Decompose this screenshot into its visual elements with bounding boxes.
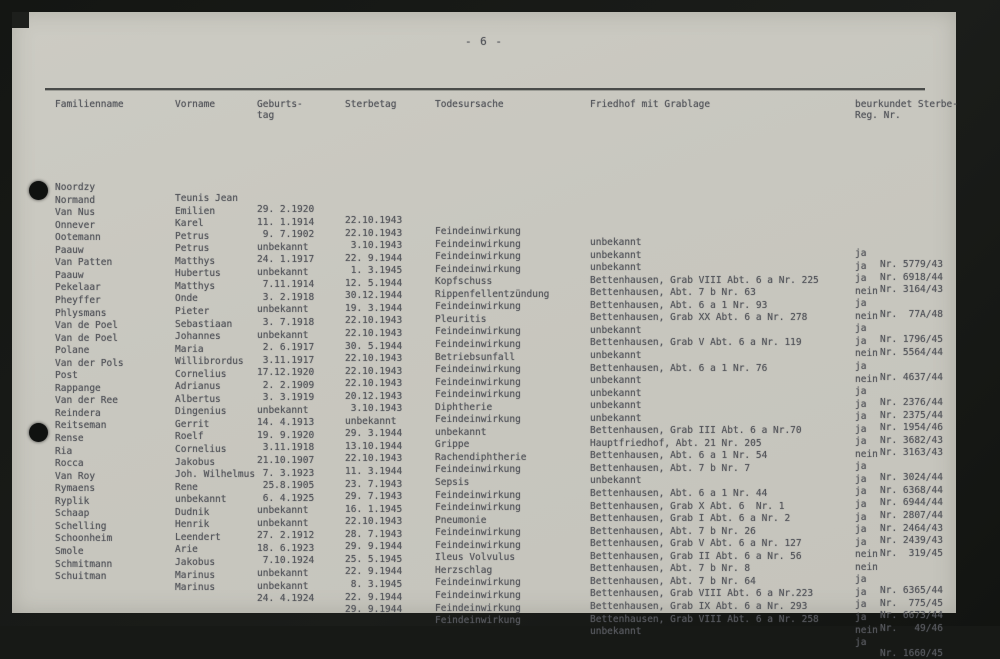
cell-sterbetag: 28. 7.1943 <box>345 528 403 540</box>
cell-friedhof-grablage: Bettenhausen, Grab VIII Abt. 6 a Nr. 225 <box>590 274 819 286</box>
cell-geburtstag: unbekannt <box>257 266 315 278</box>
cell-todesursache: Rachendiphtherie <box>435 451 527 463</box>
cell-sterbe-reg-nr: Nr. 6365/44 <box>880 585 943 597</box>
page-number: - 6 - <box>464 35 504 48</box>
cell-sterbetag: 22.10.1943 <box>345 315 403 327</box>
cell-geburtstag: 27. 2.1912 <box>257 530 315 542</box>
cell-beurkundet: ja <box>855 386 867 398</box>
cell-vorname: Sebastiaan <box>175 318 233 330</box>
cell-friedhof-grablage: Bettenhausen, Grab XX Abt. 6 a Nr. 278 <box>590 312 808 324</box>
header-beurkundet-line2: Reg. Nr. <box>855 110 901 121</box>
cell-beurkundet: ja <box>855 574 867 586</box>
cell-friedhof-grablage: unbekannt <box>590 324 642 336</box>
cell-geburtstag: 25.8.1905 <box>257 480 315 492</box>
cell-friedhof-grablage: unbekannt <box>590 249 642 261</box>
cell-sterbe-reg-nr: Nr. 4637/44 <box>880 371 943 383</box>
cell-friedhof-grablage: Bettenhausen, Abt. 7 b Nr. 26 <box>590 525 756 537</box>
cell-beurkundet: nein <box>855 285 878 297</box>
cell-friedhof-grablage: Hauptfriedhof, Abt. 21 Nr. 205 <box>590 437 762 449</box>
cell-geburtstag: 7.11.1914 <box>257 279 315 291</box>
cell-sterbe-reg-nr: Nr. 2807/44 <box>880 510 943 521</box>
cell-vorname: Emilien <box>175 205 216 217</box>
cell-vorname: Roelf <box>175 431 204 443</box>
cell-geburtstag: 19. 9.1920 <box>257 429 315 441</box>
cell-sterbe-reg-nr: Nr. 5564/44 <box>880 346 943 358</box>
cell-beurkundet: ja <box>855 499 867 510</box>
cell-todesursache: Feindeinwirkung <box>435 539 521 551</box>
cell-beurkundet: nein <box>855 561 878 573</box>
cell-vorname: Gerrit <box>175 418 210 430</box>
cell-friedhof-grablage: unbekannt <box>590 237 642 248</box>
cell-sterbetag: 30. 5.1944 <box>345 340 403 352</box>
cell-familienname: Van Roy <box>55 470 96 482</box>
cell-friedhof-grablage: unbekannt <box>590 412 642 424</box>
cell-beurkundet: ja <box>855 298 867 310</box>
cell-sterbe-reg-nr: Nr. 3024/44 <box>880 472 943 484</box>
cell-friedhof-grablage: Bettenhausen, Abt. 6 a 1 Nr. 44 <box>590 488 768 499</box>
cell-familienname: Rymaens <box>55 483 96 495</box>
cell-familienname: Reitseman <box>55 420 107 432</box>
cell-sterbetag: 11. 3.1944 <box>345 466 403 477</box>
cell-familienname: Schelling <box>55 520 107 532</box>
cell-todesursache: Feindeinwirkung <box>435 615 521 627</box>
cell-todesursache: Herzschlag <box>435 564 493 576</box>
cell-friedhof-grablage: Bettenhausen, Grab I Abt. 6 a Nr. 2 <box>590 513 791 525</box>
cell-todesursache: Feindeinwirkung <box>435 589 521 601</box>
cell-todesursache: Rippenfellentzündung <box>435 288 550 300</box>
cell-vorname: Petrus <box>175 243 210 255</box>
cell-sterbetag: 29. 7.1943 <box>345 491 403 503</box>
cell-familienname: Ryplik <box>55 495 90 507</box>
cell-friedhof-grablage: unbekannt <box>590 475 642 487</box>
cell-vorname: Marinus <box>175 569 216 581</box>
cell-friedhof-grablage: unbekannt <box>590 400 642 412</box>
cell-geburtstag: unbekannt <box>257 505 315 517</box>
cell-sterbe-reg-nr: Nr. 775/45 <box>880 597 943 609</box>
cell-beurkundet: ja <box>855 323 867 335</box>
cell-geburtstag: 2. 2.1909 <box>257 379 315 391</box>
cell-geburtstag: 24. 4.1924 <box>257 593 315 605</box>
cell-familienname: Van de Poel <box>55 320 118 332</box>
cell-geburtstag: unbekannt <box>257 404 315 416</box>
cell-sterbe-reg-nr: Nr. 1954/46 <box>880 422 943 434</box>
cell-vorname: Cornelius <box>175 444 227 455</box>
cell-vorname: Karel <box>175 218 204 230</box>
cell-vorname: Adrianus <box>175 381 221 393</box>
cell-sterbe-reg-nr: Nr. 2376/44 <box>880 397 943 409</box>
cell-todesursache: Feindeinwirkung <box>435 489 521 501</box>
cell-geburtstag: unbekannt <box>257 241 315 253</box>
cell-todesursache: Grippe <box>435 439 470 451</box>
cell-sterbetag: 8. 3.1945 <box>345 578 403 590</box>
cell-todesursache: Feindeinwirkung <box>435 238 521 250</box>
cell-beurkundet: ja <box>855 536 867 548</box>
document-page <box>12 12 958 659</box>
cell-beurkundet: ja <box>855 486 867 498</box>
cell-sterbe-reg-nr: Nr. 77A/48 <box>880 309 943 321</box>
cell-familienname: Smole <box>55 545 84 557</box>
cell-geburtstag: 18. 6.1923 <box>257 542 315 554</box>
cell-sterbe-reg-nr: Nr. 6944/44 <box>880 497 943 509</box>
cell-vorname: Teunis Jean <box>175 193 238 204</box>
cell-todesursache: Feindeinwirkung <box>435 251 521 263</box>
cell-vorname: Onde <box>175 293 198 305</box>
cell-geburtstag: unbekannt <box>257 580 315 592</box>
cell-sterbetag: 30.12.1944 <box>345 290 403 302</box>
cell-geburtstag: 6. 4.1925 <box>257 492 315 504</box>
cell-familienname: Van der Ree <box>55 395 118 407</box>
cell-geburtstag: unbekannt <box>257 567 315 579</box>
table-rows <box>12 12 956 659</box>
cell-beurkundet: nein <box>855 448 878 460</box>
cell-todesursache: Diphtherie <box>435 401 493 413</box>
cell-sterbetag: 22.10.1943 <box>345 227 403 239</box>
cell-beurkundet: nein <box>855 373 878 385</box>
cell-sterbetag: 25. 5.1945 <box>345 553 403 565</box>
cell-sterbetag: 22.10.1943 <box>345 378 403 390</box>
cell-sterbe-reg-nr: Nr. 3164/43 <box>880 284 943 296</box>
cell-beurkundet: ja <box>855 524 867 536</box>
cell-beurkundet: nein <box>855 348 878 360</box>
cell-friedhof-grablage: Bettenhausen, Abt. 7 b Nr. 7 <box>590 462 751 474</box>
header-vorname: Vorname <box>175 99 216 110</box>
cell-geburtstag: 7. 3.1923 <box>257 467 315 479</box>
cell-geburtstag: 29. 2.1920 <box>257 204 315 215</box>
cell-sterbetag: 3.10.1943 <box>345 403 403 415</box>
cell-familienname: Rense <box>55 433 84 444</box>
cell-familienname: Paauw <box>55 269 84 281</box>
cell-friedhof-grablage: Bettenhausen, Grab IX Abt. 6 a Nr. 293 <box>590 600 808 612</box>
cell-todesursache: Feindeinwirkung <box>435 577 521 589</box>
cell-familienname: Van Nus <box>55 207 96 219</box>
cell-familienname: Van de Poel <box>55 332 118 344</box>
cell-vorname: Arie <box>175 544 198 556</box>
cell-vorname: Maria <box>175 343 204 355</box>
cell-beurkundet: ja <box>855 461 867 473</box>
cell-friedhof-grablage: unbekannt <box>590 349 642 361</box>
header-todesursache: Todesursache <box>435 99 504 110</box>
cell-geburtstag: unbekannt <box>257 517 315 529</box>
cell-friedhof-grablage: Bettenhausen, Abt. 6 a 1 Nr. 93 <box>590 299 768 311</box>
cell-beurkundet: ja <box>855 586 867 598</box>
cell-sterbe-reg-nr: Nr. 49/46 <box>880 622 943 634</box>
cell-sterbetag: 22. 9.1944 <box>345 591 403 603</box>
cell-vorname: Leendert <box>175 531 221 543</box>
cell-todesursache: Feindeinwirkung <box>435 602 521 614</box>
cell-todesursache: Feindeinwirkung <box>435 263 521 275</box>
cell-geburtstag: 17.12.1920 <box>257 367 315 379</box>
cell-todesursache: Feindeinwirkung <box>435 338 521 350</box>
cell-sterbetag: 13.10.1944 <box>345 440 403 452</box>
cell-todesursache: Feindeinwirkung <box>435 389 521 401</box>
cell-todesursache: Feindeinwirkung <box>435 364 521 376</box>
cell-sterbetag: 29. 9.1944 <box>345 541 403 553</box>
cell-geburtstag: 9. 7.1902 <box>257 229 315 241</box>
cell-friedhof-grablage: Bettenhausen, Abt. 6 a 1 Nr. 76 <box>590 362 768 374</box>
cell-vorname: Petrus <box>175 230 210 242</box>
cell-familienname: Rappange <box>55 382 101 394</box>
cell-friedhof-grablage: Bettenhausen, Grab VIII Abt. 6 a Nr. 258 <box>590 613 819 625</box>
cell-sterbetag: 12. 5.1944 <box>345 277 403 289</box>
cell-vorname: Matthys <box>175 280 216 292</box>
cell-sterbetag: 20.12.1943 <box>345 390 403 402</box>
cell-vorname: Pieter <box>175 305 210 317</box>
cell-vorname: Joh. Wilhelmus <box>175 469 256 481</box>
cell-sterbe-reg-nr: Nr. 2375/44 <box>880 409 943 421</box>
cell-geburtstag: 7.10.1924 <box>257 555 315 567</box>
cell-friedhof-grablage: Bettenhausen, Abt. 7 b Nr. 64 <box>590 575 756 587</box>
cell-todesursache: Sepsis <box>435 477 470 488</box>
cell-sterbe-reg-nr: Nr. 2464/43 <box>880 522 943 534</box>
cell-sterbetag: 22.10.1943 <box>345 365 403 377</box>
cell-geburtstag: 24. 1.1917 <box>257 254 315 266</box>
header-friedhof: Friedhof mit Grablage <box>590 99 711 110</box>
cell-sterbetag: 23. 7.1943 <box>345 478 403 490</box>
cell-todesursache: Feindeinwirkung <box>435 326 521 338</box>
cell-beurkundet: nein <box>855 310 878 322</box>
cell-sterbetag: 22.10.1943 <box>345 453 403 465</box>
cell-familienname: Pheyffer <box>55 294 101 306</box>
header-beurkundet-line1: beurkundet Sterbe- <box>855 99 958 110</box>
cell-friedhof-grablage: unbekannt <box>590 262 642 274</box>
cell-familienname: Rocca <box>55 458 84 470</box>
cell-todesursache: Betriebsunfall <box>435 351 516 363</box>
cell-sterbe-reg-nr: Nr. 6368/44 <box>880 484 943 496</box>
cell-sterbetag: 3.10.1943 <box>345 240 403 252</box>
cell-geburtstag: 21.10.1907 <box>257 455 315 466</box>
cell-sterbe-reg-nr: Nr. 2439/43 <box>880 535 943 547</box>
cell-sterbetag: 22.10.1943 <box>345 516 403 528</box>
cell-beurkundet: ja <box>855 360 867 372</box>
cell-beurkundet: ja <box>855 273 867 285</box>
cell-vorname: unbekannt <box>175 494 227 506</box>
cell-vorname: Henrik <box>175 519 210 531</box>
cell-familienname: Schuitman <box>55 571 107 583</box>
cell-todesursache: Feindeinwirkung <box>435 301 521 313</box>
cell-beurkundet: ja <box>855 411 867 423</box>
cell-friedhof-grablage: Bettenhausen, Grab X Abt. 6 Nr. 1 <box>590 500 785 512</box>
cell-friedhof-grablage: Bettenhausen, Abt. 7 b Nr. 63 <box>590 287 756 299</box>
cell-familienname: Polane <box>55 345 90 357</box>
cell-todesursache: unbekannt <box>435 426 487 438</box>
cell-friedhof-grablage: Bettenhausen, Grab VIII Abt. 6 a Nr.223 <box>590 588 814 600</box>
cell-todesursache: Feindeinwirkung <box>435 527 521 539</box>
cell-vorname: Dingenius <box>175 406 227 418</box>
cell-vorname: Dudnik <box>175 506 210 518</box>
cell-friedhof-grablage: Bettenhausen, Grab II Abt. 6 a Nr. 56 <box>590 550 802 562</box>
cell-sterbetag: 29. 3.1944 <box>345 428 403 440</box>
cell-sterbe-reg-nr: Nr. 1660/45 <box>880 648 943 659</box>
cell-sterbe-reg-nr: Nr. 3682/43 <box>880 434 943 446</box>
header-sterbetag: Sterbetag <box>345 99 397 110</box>
cell-todesursache: Pleuritis <box>435 313 487 325</box>
cell-geburtstag: 2. 6.1917 <box>257 342 315 354</box>
cell-sterbe-reg-nr: Nr. 319/45 <box>880 547 943 559</box>
cell-todesursache: Feindeinwirkung <box>435 226 521 237</box>
cell-sterbetag: 22.10.1943 <box>345 327 403 339</box>
cell-friedhof-grablage: Bettenhausen, Grab V Abt. 6 a Nr. 119 <box>590 337 802 349</box>
cell-friedhof-grablage: unbekannt <box>590 626 642 638</box>
cell-vorname: Rene <box>175 481 198 493</box>
cell-sterbe-reg-nr: Nr. 6673/44 <box>880 610 943 622</box>
cell-vorname: Marinus <box>175 582 216 594</box>
cell-sterbetag: 22.10.1943 <box>345 353 403 365</box>
cell-beurkundet: ja <box>855 248 867 259</box>
cell-todesursache: Feindeinwirkung <box>435 414 521 426</box>
cell-todesursache: Feindeinwirkung <box>435 376 521 388</box>
cell-todesursache: Feindeinwirkung <box>435 464 521 476</box>
cell-sterbetag: 22. 9.1944 <box>345 252 403 264</box>
cell-beurkundet: nein <box>855 624 878 636</box>
cell-sterbe-reg-nr: Nr. 3163/43 <box>880 447 943 459</box>
header-geburtstag-line2: tag <box>257 110 275 121</box>
cell-beurkundet: ja <box>855 637 867 649</box>
cell-beurkundet: ja <box>855 423 867 435</box>
cell-sterbe-reg-nr: Nr. 5779/43 <box>880 259 943 270</box>
cell-familienname: Ootemann <box>55 232 101 244</box>
cell-vorname: Matthys <box>175 255 216 267</box>
cell-geburtstag: 3. 7.1918 <box>257 316 315 328</box>
cell-vorname: Johannes <box>175 331 221 343</box>
cell-sterbetag: 22. 9.1944 <box>345 566 403 578</box>
cell-friedhof-grablage: unbekannt <box>590 375 642 387</box>
header-geburtstag-line1: Geburts- <box>257 99 303 110</box>
cell-familienname: Schmitmann <box>55 558 113 570</box>
cell-familienname: Schaap <box>55 508 90 520</box>
cell-familienname: Van der Pols <box>55 357 124 369</box>
cell-beurkundet: ja <box>855 436 867 448</box>
cell-familienname: Pekelaar <box>55 282 101 294</box>
cell-beurkundet: ja <box>855 599 867 611</box>
cell-familienname: Normand <box>55 194 96 206</box>
cell-sterbetag: unbekannt <box>345 415 403 427</box>
cell-geburtstag: 3.11.1918 <box>257 442 315 454</box>
cell-familienname: Post <box>55 370 78 382</box>
cell-beurkundet: nein <box>855 549 878 561</box>
cell-beurkundet: ja <box>855 260 867 272</box>
cell-familienname: Onnever <box>55 219 96 231</box>
cell-geburtstag: unbekannt <box>257 304 315 316</box>
cell-todesursache: Feindeinwirkung <box>435 502 521 514</box>
cell-sterbetag: 22.10.1943 <box>345 215 403 226</box>
cell-geburtstag: 3. 2.1918 <box>257 291 315 303</box>
cell-friedhof-grablage: Bettenhausen, Grab III Abt. 6 a Nr.70 <box>590 425 802 437</box>
cell-friedhof-grablage: unbekannt <box>590 387 642 399</box>
cell-sterbetag: 19. 3.1944 <box>345 302 403 314</box>
cell-vorname: Cornelius <box>175 368 227 380</box>
cell-sterbetag: 16. 1.1945 <box>345 503 403 515</box>
cell-familienname: Paauw <box>55 244 84 256</box>
cell-sterbetag: 1. 3.1945 <box>345 265 403 277</box>
cell-familienname: Phlysmans <box>55 307 107 319</box>
cell-vorname: Jakobus <box>175 556 216 568</box>
cell-familienname: Van Patten <box>55 257 113 269</box>
cell-beurkundet: ja <box>855 511 867 523</box>
cell-geburtstag: 14. 4.1913 <box>257 417 315 429</box>
header-familienname: Familienname <box>55 99 124 110</box>
cell-beurkundet: ja <box>855 473 867 485</box>
cell-vorname: Albertus <box>175 393 221 405</box>
cell-familienname: Reindera <box>55 407 101 419</box>
cell-familienname: Schoonheim <box>55 533 113 545</box>
cell-sterbetag: 29. 9.1944 <box>345 604 403 616</box>
cell-geburtstag: 3.11.1917 <box>257 354 315 366</box>
cell-friedhof-grablage: Bettenhausen, Abt. 7 b Nr. 8 <box>590 563 751 575</box>
cell-geburtstag: 11. 1.1914 <box>257 216 315 228</box>
cell-vorname: Willibrordus <box>175 356 244 368</box>
cell-sterbe-reg-nr: Nr. 6918/44 <box>880 271 943 283</box>
cell-familienname: Ria <box>55 445 73 457</box>
cell-geburtstag: 3. 3.1919 <box>257 392 315 404</box>
cell-familienname: Noordzy <box>55 182 96 193</box>
cell-friedhof-grablage: Bettenhausen, Grab V Abt. 6 a Nr. 127 <box>590 538 802 550</box>
cell-todesursache: Kopfschuss <box>435 276 493 288</box>
cell-geburtstag: unbekannt <box>257 329 315 341</box>
cell-beurkundet: ja <box>855 398 867 410</box>
cell-beurkundet: ja <box>855 335 867 347</box>
cell-todesursache: Ileus Volvulus <box>435 552 516 564</box>
cell-beurkundet: ja <box>855 611 867 623</box>
cell-vorname: Jakobus <box>175 456 216 468</box>
cell-todesursache: Pneumonie <box>435 514 487 526</box>
cell-sterbe-reg-nr: Nr. 1796/45 <box>880 334 943 346</box>
cell-friedhof-grablage: Bettenhausen, Abt. 6 a 1 Nr. 54 <box>590 450 768 462</box>
cell-vorname: Hubertus <box>175 268 221 280</box>
